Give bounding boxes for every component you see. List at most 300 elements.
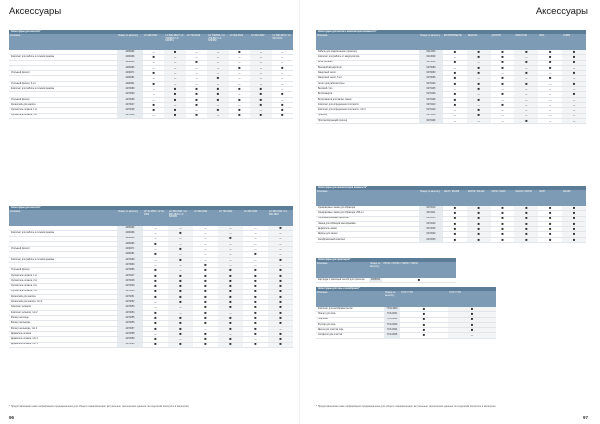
item-description: Принтер — [316, 113, 419, 118]
catalog-number: 4270057 — [117, 326, 143, 331]
compatible-mark: ■ — [562, 50, 586, 55]
item-description: Комплект для работы в сетевом режиме — [9, 55, 117, 60]
compatible-mark: ■ — [467, 55, 491, 60]
column-header: SECURA — [467, 34, 491, 50]
compatible-mark: ■ — [443, 221, 467, 226]
not-applicable-mark: – — [491, 97, 515, 102]
table-header-row — [9, 210, 293, 226]
compatible-mark: ■ — [400, 317, 448, 322]
not-applicable-mark: – — [250, 55, 271, 60]
compatible-mark: ■ — [186, 92, 207, 97]
compatible-mark: ■ — [164, 97, 185, 102]
compatible-mark: ■ — [491, 81, 515, 86]
right-page — [300, 0, 600, 424]
compatible-mark: ■ — [443, 216, 467, 221]
catalog-number: 6272020 — [419, 221, 443, 226]
compatible-mark: ■ — [268, 278, 293, 283]
compatible-mark: ■ — [514, 221, 538, 226]
compatible-mark: ■ — [268, 284, 293, 289]
compatible-mark: ■ — [272, 65, 294, 70]
item-description: Комплект шлангов, тип 2 — [9, 310, 117, 315]
accessories-table — [316, 30, 586, 124]
compatible-mark: ■ — [491, 50, 515, 55]
not-applicable-mark: – — [443, 65, 467, 70]
catalog-number: 4270055 — [117, 316, 143, 321]
compatible-mark: ■ — [143, 294, 168, 299]
compatible-mark: ■ — [467, 227, 491, 232]
compatible-mark: ■ — [268, 300, 293, 305]
compatible-mark: ■ — [514, 237, 538, 242]
compatible-mark: ■ — [562, 221, 586, 226]
not-applicable-mark: – — [207, 71, 228, 76]
compatible-mark: ■ — [193, 310, 218, 315]
compatible-mark: ■ — [538, 232, 562, 237]
item-description: Картридж с красящей лентой для принтера — [316, 278, 369, 283]
compatible-mark: ■ — [467, 108, 491, 113]
compatible-mark: ■ — [164, 87, 185, 92]
item-description: Защитный чехол — [316, 71, 419, 76]
not-applicable-mark: – — [538, 81, 562, 86]
not-applicable-mark: – — [514, 108, 538, 113]
catalog-number: 4270054 — [117, 310, 143, 315]
table-caption: Аксессуары для насосов* — [9, 30, 293, 34]
compatible-mark: ■ — [562, 232, 586, 237]
compatible-mark: ■ — [443, 211, 467, 216]
not-applicable-mark: – — [243, 257, 268, 262]
compatible-mark: ■ — [243, 310, 268, 315]
not-applicable-mark: – — [562, 76, 586, 81]
compatible-mark: ■ — [193, 342, 218, 347]
accessories-table — [316, 287, 496, 339]
table-row — [316, 118, 586, 123]
table-caption: Аксессуары для анализаторов влажности* — [316, 186, 586, 190]
not-applicable-mark: – — [193, 231, 218, 236]
not-applicable-mark: – — [143, 76, 164, 81]
item-description: Одноразовые чашки для образцов, 250 шт. — [316, 211, 419, 216]
not-applicable-mark: – — [448, 333, 496, 338]
not-applicable-mark: – — [538, 118, 562, 123]
compatible-mark: ■ — [514, 81, 538, 86]
item-description: Удлинитель шланга, 1 м — [9, 108, 117, 113]
catalog-number: 4290281 — [117, 252, 143, 257]
table-row — [316, 237, 586, 242]
compatible-mark: ■ — [443, 81, 467, 86]
compatible-mark: ■ — [272, 92, 294, 97]
compatible-mark: ■ — [193, 337, 218, 342]
not-applicable-mark: – — [168, 268, 193, 273]
compatible-mark: ■ — [268, 273, 293, 278]
not-applicable-mark: – — [168, 226, 193, 231]
compatible-mark: ■ — [538, 55, 562, 60]
not-applicable-mark: – — [467, 102, 491, 107]
not-applicable-mark: – — [168, 241, 193, 246]
not-applicable-mark: – — [143, 236, 168, 241]
table-row — [9, 342, 293, 347]
column-header: CUBIS — [562, 34, 586, 50]
catalog-number: 6279100 — [419, 81, 443, 86]
compatible-mark: ■ — [514, 232, 538, 237]
compatible-mark: ■ — [562, 237, 586, 242]
compatible-mark: ■ — [538, 60, 562, 65]
catalog-number: 4270051 — [117, 294, 143, 299]
item-description: Кронштейн для насоса — [9, 102, 117, 107]
compatible-mark: ■ — [514, 227, 538, 232]
not-applicable-mark: – — [467, 92, 491, 97]
compatible-mark: ■ — [164, 113, 185, 118]
catalog-number: 4290281 — [117, 76, 143, 81]
item-description: Держатель шланга, тип 2 — [9, 337, 117, 342]
not-applicable-mark: – — [443, 87, 467, 92]
compatible-mark: ■ — [143, 316, 168, 321]
not-applicable-mark: – — [186, 65, 207, 70]
compatible-mark: ■ — [218, 268, 243, 273]
item-description: Щетка для очистки гирь — [316, 328, 384, 333]
compatible-mark: ■ — [143, 321, 168, 326]
table-header-row — [316, 262, 456, 278]
not-applicable-mark: – — [186, 71, 207, 76]
catalog-number: 4270047 — [117, 102, 143, 107]
not-applicable-mark: – — [514, 65, 538, 70]
item-description: Удлинитель шланга, 3 м — [9, 284, 117, 289]
catalog-number: 4270053 — [117, 305, 143, 310]
compatible-mark: ■ — [562, 60, 586, 65]
column-header: Номер по каталогу — [117, 34, 143, 50]
compatible-mark: ■ — [467, 232, 491, 237]
compatible-mark: ■ — [467, 87, 491, 92]
compatible-mark: ■ — [514, 118, 538, 123]
not-applicable-mark: – — [193, 247, 218, 252]
not-applicable-mark: – — [562, 97, 586, 102]
catalog-number: 4270090 — [117, 92, 143, 97]
not-applicable-mark: – — [164, 55, 185, 60]
column-header: YCW / YCS — [400, 291, 448, 307]
catalog-number: 6272015 — [419, 216, 443, 221]
not-applicable-mark: – — [514, 102, 538, 107]
not-applicable-mark: – — [268, 231, 293, 236]
item-description: Салфетки для очистки — [316, 333, 384, 338]
column-header: Описание — [9, 210, 117, 226]
not-applicable-mark: – — [164, 65, 185, 70]
compatible-mark: ■ — [491, 216, 515, 221]
compatible-mark: ■ — [443, 76, 467, 81]
compatible-mark: ■ — [538, 206, 562, 211]
compatible-mark: ■ — [168, 273, 193, 278]
compatible-mark: ■ — [268, 342, 293, 347]
compatible-mark: ■ — [229, 50, 250, 55]
not-applicable-mark: – — [272, 81, 294, 86]
not-applicable-mark: – — [562, 87, 586, 92]
catalog-number: YCS-0003 — [384, 322, 400, 327]
not-applicable-mark: – — [491, 113, 515, 118]
not-applicable-mark: – — [243, 236, 268, 241]
column-header: LC 600-4522 / LC 800-4522 / LC 600/951 — [168, 210, 193, 226]
item-description: Кронштейн для насоса — [9, 294, 117, 299]
accessories-table — [9, 30, 293, 119]
item-description: Угольный фильтр — [9, 268, 117, 273]
not-applicable-mark: – — [168, 337, 193, 342]
column-header: Номер по каталогу — [384, 291, 400, 307]
catalog-number: 4270060 — [117, 342, 143, 347]
compatible-mark: ■ — [400, 322, 448, 327]
not-applicable-mark: – — [207, 81, 228, 86]
compatible-mark: ■ — [272, 113, 294, 118]
column-header: MA37 — [538, 190, 562, 206]
not-applicable-mark: – — [164, 60, 185, 65]
compatible-mark: ■ — [143, 342, 168, 347]
page-title: Аксессуары — [9, 6, 62, 17]
catalog-number: 6279090 — [419, 71, 443, 76]
compatible-mark: ■ — [538, 50, 562, 55]
table-caption: Аксессуары для гирь и калибровки* — [316, 287, 496, 291]
compatible-mark: ■ — [448, 312, 496, 317]
not-applicable-mark: – — [143, 87, 164, 92]
compatible-mark: ■ — [268, 337, 293, 342]
compatible-mark: ■ — [268, 305, 293, 310]
compatible-mark: ■ — [193, 268, 218, 273]
catalog-number: YCS-0004 — [384, 328, 400, 333]
not-applicable-mark: – — [243, 241, 268, 246]
compatible-mark: ■ — [193, 321, 218, 326]
not-applicable-mark: – — [243, 247, 268, 252]
not-applicable-mark: – — [193, 241, 218, 246]
compatible-mark: ■ — [143, 81, 164, 86]
not-applicable-mark: – — [218, 257, 243, 262]
not-applicable-mark: – — [250, 50, 271, 55]
catalog-number: 6279150 — [419, 113, 443, 118]
compatible-mark: ■ — [443, 50, 467, 55]
not-applicable-mark: – — [243, 231, 268, 236]
catalog-number: 4290271 — [117, 71, 143, 76]
not-applicable-mark: – — [268, 247, 293, 252]
not-applicable-mark: – — [272, 87, 294, 92]
item-description: Фильтр на входе — [9, 316, 117, 321]
item-description: Кабель для подключения к принтеру — [316, 50, 419, 55]
not-applicable-mark: – — [164, 71, 185, 76]
catalog-number: 4290240 — [117, 60, 143, 65]
not-applicable-mark: – — [514, 55, 538, 60]
compatible-mark: ■ — [272, 108, 294, 113]
compatible-mark: ■ — [186, 102, 207, 107]
compatible-mark: ■ — [491, 237, 515, 242]
compatible-mark: ■ — [193, 316, 218, 321]
not-applicable-mark: – — [164, 81, 185, 86]
column-header: LC 800-4522 — [243, 210, 268, 226]
compatible-mark: ■ — [562, 71, 586, 76]
item-description: Фильтр на выходе — [9, 321, 117, 326]
compatible-mark: ■ — [250, 113, 271, 118]
compatible-mark: ■ — [514, 50, 538, 55]
compatible-mark: ■ — [467, 216, 491, 221]
compatible-mark: ■ — [491, 232, 515, 237]
compatible-mark: ■ — [229, 113, 250, 118]
compatible-mark: ■ — [207, 108, 228, 113]
compatible-mark: ■ — [143, 284, 168, 289]
column-header: LC 800-4522 / LC 700/952 / LC 600/951 — [164, 34, 185, 50]
compatible-mark: ■ — [443, 206, 467, 211]
column-header: LC 600-4522 / LC 600-4522 — [268, 210, 293, 226]
not-applicable-mark: – — [562, 113, 586, 118]
not-applicable-mark: – — [272, 55, 294, 60]
compatible-mark: ■ — [243, 294, 268, 299]
compatible-mark: ■ — [143, 108, 164, 113]
footnote: * Представленная ниже информация предназначена для общего ознакомления; актуальные технические данные по изделиям смотрите в каталогах. — [9, 405, 190, 408]
compatible-mark: ■ — [229, 87, 250, 92]
not-applicable-mark: – — [168, 236, 193, 241]
not-applicable-mark: – — [164, 76, 185, 81]
compatible-mark: ■ — [443, 92, 467, 97]
compatible-mark: ■ — [538, 237, 562, 242]
not-applicable-mark: – — [143, 231, 168, 236]
not-applicable-mark: – — [272, 60, 294, 65]
item-description: Комплект для работы от аккумулятора — [316, 55, 419, 60]
catalog-number: 4270059 — [117, 337, 143, 342]
compatible-mark: ■ — [207, 92, 228, 97]
not-applicable-mark: – — [467, 118, 491, 123]
not-applicable-mark: – — [538, 71, 562, 76]
not-applicable-mark: – — [207, 65, 228, 70]
not-applicable-mark: – — [143, 257, 168, 262]
page-number: 96 — [9, 415, 15, 420]
item-description: Чехол для рабочей зоны — [316, 81, 419, 86]
column-header: Номер по каталогу — [117, 210, 143, 226]
item-description: Угольный фильтр — [9, 247, 117, 252]
catalog-number: 4270052 — [117, 300, 143, 305]
column-header: Описание — [316, 262, 369, 278]
item-description: Комплект для работы в сетевом режиме — [9, 257, 117, 262]
not-applicable-mark: – — [268, 326, 293, 331]
not-applicable-mark: – — [250, 76, 271, 81]
not-applicable-mark: – — [168, 263, 193, 268]
compatible-mark: ■ — [218, 300, 243, 305]
not-applicable-mark: – — [491, 108, 515, 113]
catalog-number: YCW-4520 — [384, 307, 400, 312]
compatible-mark: ■ — [243, 342, 268, 347]
not-applicable-mark: – — [514, 97, 538, 102]
compatible-mark: ■ — [243, 300, 268, 305]
catalog-number: 4270058 — [117, 331, 143, 336]
not-applicable-mark: – — [491, 71, 515, 76]
column-header: MA100 / MA150 — [514, 190, 538, 206]
not-applicable-mark: – — [168, 252, 193, 257]
compatible-mark: ■ — [514, 60, 538, 65]
compatible-mark: ■ — [143, 252, 168, 257]
item-description: Угольный фильтр, 3 шт. — [9, 81, 117, 86]
catalog-number: YCS-0001 — [384, 312, 400, 317]
compatible-mark: ■ — [491, 221, 515, 226]
not-applicable-mark: – — [207, 60, 228, 65]
item-description: Одноразовые чашки для образцов — [316, 206, 419, 211]
compatible-mark: ■ — [218, 316, 243, 321]
not-applicable-mark: – — [207, 113, 228, 118]
item-description: Перчатки — [316, 317, 384, 322]
not-applicable-mark: – — [268, 263, 293, 268]
catalog-number: 4290290 — [117, 226, 143, 231]
column-header: Описание — [316, 34, 419, 50]
compatible-mark: ■ — [143, 102, 164, 107]
not-applicable-mark: – — [514, 92, 538, 97]
not-applicable-mark: – — [143, 113, 164, 118]
catalog-number: 4270049 — [117, 113, 143, 118]
not-applicable-mark: – — [538, 92, 562, 97]
not-applicable-mark: – — [491, 87, 515, 92]
not-applicable-mark: – — [272, 97, 294, 102]
catalog-number: 4270089 — [117, 87, 143, 92]
column-header: Описание — [316, 190, 419, 206]
compatible-mark: ■ — [268, 226, 293, 231]
not-applicable-mark: – — [207, 102, 228, 107]
compatible-mark: ■ — [562, 206, 586, 211]
not-applicable-mark: – — [229, 55, 250, 60]
not-applicable-mark: – — [186, 76, 207, 81]
not-applicable-mark: – — [250, 60, 271, 65]
not-applicable-mark: – — [143, 331, 168, 336]
item-description: Комплект для работы в сетевом режиме — [9, 87, 117, 92]
not-applicable-mark: – — [514, 113, 538, 118]
compatible-mark: ■ — [168, 326, 193, 331]
table-header-row — [316, 291, 496, 307]
compatible-mark: ■ — [491, 65, 515, 70]
item-description: Весовой стол — [316, 87, 419, 92]
compatible-mark: ■ — [168, 257, 193, 262]
not-applicable-mark: – — [268, 252, 293, 257]
compatible-mark: ■ — [168, 247, 193, 252]
catalog-number: 6272010 — [419, 206, 443, 211]
column-header: LC 700-4522 — [186, 34, 207, 50]
column-header: Описание — [9, 34, 117, 50]
not-applicable-mark: – — [538, 87, 562, 92]
compatible-mark: ■ — [243, 268, 268, 273]
compatible-mark: ■ — [538, 211, 562, 216]
compatible-mark: ■ — [186, 60, 207, 65]
not-applicable-mark: – — [250, 65, 271, 70]
compatible-mark: ■ — [268, 321, 293, 326]
compatible-mark: ■ — [400, 312, 448, 317]
not-applicable-mark: – — [562, 102, 586, 107]
compatible-mark: ■ — [448, 317, 496, 322]
not-applicable-mark: – — [229, 60, 250, 65]
not-applicable-mark: – — [243, 337, 268, 342]
table-row — [9, 113, 293, 118]
compatible-mark: ■ — [193, 273, 218, 278]
catalog-number: 4270096 — [117, 97, 143, 102]
compatible-mark: ■ — [164, 50, 185, 55]
compatible-mark: ■ — [467, 221, 491, 226]
not-applicable-mark: – — [193, 226, 218, 231]
not-applicable-mark: – — [218, 310, 243, 315]
not-applicable-mark: – — [218, 252, 243, 257]
not-applicable-mark: – — [272, 71, 294, 76]
compatible-mark: ■ — [218, 289, 243, 294]
compatible-mark: ■ — [207, 97, 228, 102]
compatible-mark: ■ — [467, 206, 491, 211]
catalog-number: 4270048 — [117, 278, 143, 283]
catalog-number: 4290280 — [117, 241, 143, 246]
not-applicable-mark: – — [143, 92, 164, 97]
compatible-mark: ■ — [218, 305, 243, 310]
catalog-number: 4270089 — [117, 257, 143, 262]
item-description: Комплект для определения плотности, тип 2 — [316, 108, 419, 113]
column-header: PRACTUM — [514, 34, 538, 50]
compatible-mark: ■ — [400, 328, 448, 333]
not-applicable-mark: – — [193, 252, 218, 257]
not-applicable-mark: – — [229, 102, 250, 107]
catalog-number: 4270056 — [117, 321, 143, 326]
item-description: Держатель шланга, тип 3 — [9, 342, 117, 347]
not-applicable-mark: – — [243, 263, 268, 268]
compatible-mark: ■ — [168, 231, 193, 236]
compatible-mark: ■ — [186, 113, 207, 118]
compatible-mark: ■ — [514, 71, 538, 76]
